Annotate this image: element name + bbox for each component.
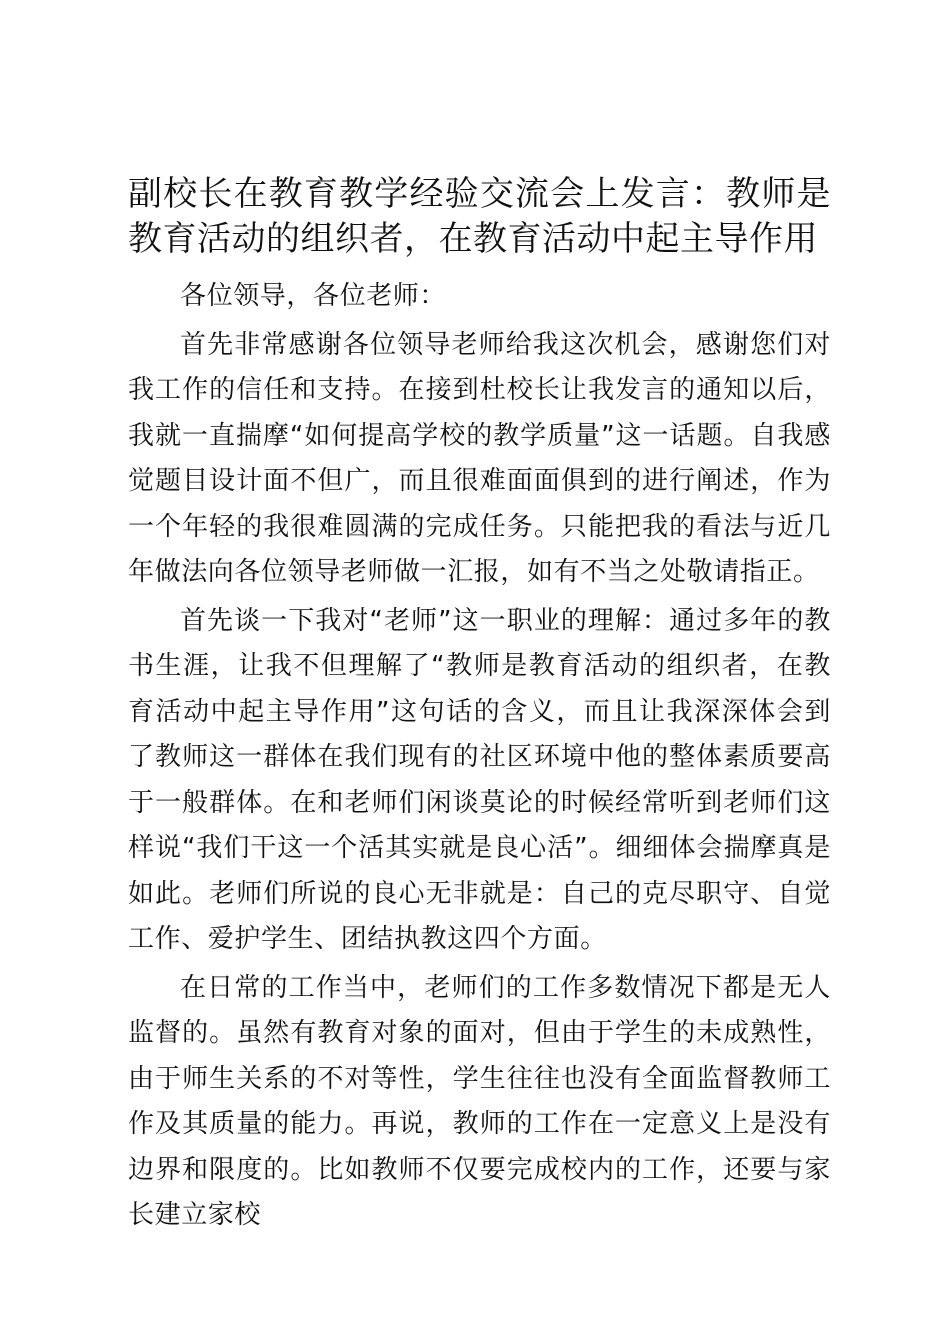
body-paragraph-3: 在日常的工作当中，老师们的工作多数情况下都是无人监督的。虽然有教育对象的面对，但由于学生的未成熟性，由于师生关系的不对等性，学生往往也没有全面监督教师工作及其质量的能力。再说，教师的工作在一定意义上是没有边界和限度的。比如教师不仅要完成校内的工作，还要与家长建立家校 (128, 972, 831, 1230)
document-title: 副校长在教育教学经验交流会上发言：教师是教育活动的组织者，在教育活动中起主导作用 (128, 174, 831, 259)
salutation-paragraph: 各位领导，各位老师： (180, 281, 447, 311)
document-page (128, 172, 831, 1242)
body-paragraph-2: 首先谈一下我对“老师”这一职业的理解：通过多年的教书生涯，让我不但理解了“教师是教育活动的组织者，在教育活动中起主导作用”这句话的含义，而且让我深深体会到了教师这一群体在我们现有的社区环境中他的整体素质要高于一般群体。在和老师们闲谈莫论的时候经常听到老师们这样说“我们干这一个活其实就是良心活”。细细体会揣摩真是如此。老师们所说的良心无非就是：自己的克尽职守、自觉工作、爱护学生、团结执教这四个方面。 (128, 605, 831, 954)
body-paragraph-1: 首先非常感谢各位领导老师给我这次机会，感谢您们对我工作的信任和支持。在接到杜校长让我发言的通知以后，我就一直揣摩“如何提高学校的教学质量”这一话题。自我感觉题目设计面不但广，而且很难面面俱到的进行阐述，作为一个年轻的我很难圆满的完成任务。只能把我的看法与近几年做法向各位领导老师做一汇报，如有不当之处敬请指正。 (128, 329, 831, 587)
